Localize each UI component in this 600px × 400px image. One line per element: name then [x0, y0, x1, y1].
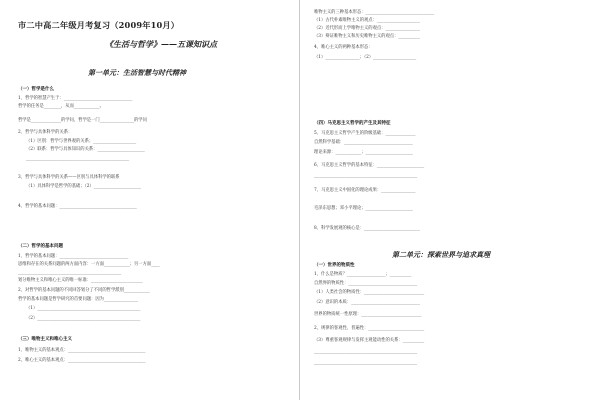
right-line: 世界的物质统一性原理：____________________________: [314, 312, 422, 317]
left-line: （1）具体科学是哲学的基础；（2）______________________: [26, 184, 142, 189]
document-title: 市二中高二年级月考复习（2009年10月）: [18, 20, 180, 30]
left-line: （2）联系：哲学与具体知识的关系：______________________: [26, 147, 145, 152]
left-line: （1）区别：哲学与世界观的关系；____________________: [26, 139, 137, 144]
right-line: （一）世界的物质性: [314, 263, 355, 268]
right-column: [300, 0, 600, 400]
right-line: 唯物主义的三种基本形态：________________________________: [314, 10, 435, 15]
left-line: 思维和存在的关系问题的两方面内容：一方面____________；另一方面____: [18, 262, 160, 267]
right-line: 自然科学基础：________________________________: [314, 140, 413, 145]
unit-one-title: 第一单元：生活智慧与时代精神: [88, 68, 186, 77]
left-line: （2）________________________________________________: [26, 316, 141, 321]
right-line: （2）近代形而上学唯物主义的观点：________________: [314, 26, 420, 31]
right-line: ________________________________________________: [314, 360, 418, 365]
left-line: 1、哲学的基本问题：________________________________: [18, 254, 129, 259]
left-line: （一）哲学是什么: [18, 87, 54, 92]
right-line: （3）辩证唯物主义和历史唯物主义的观点：__________: [314, 34, 420, 39]
left-line: （1）________________________________________________: [26, 306, 141, 311]
left-line: 哲学是______________的学问，哲学是一门________________的学问: [18, 118, 147, 123]
left-line: 2、对哲学的基本问题的不同回答划分了不同的哲学派别____________: [18, 288, 150, 293]
left-line: 哲学的基本问题是哲学研究的首要问题：因为________________: [18, 297, 139, 302]
right-line: （3）尊重客观规律与发挥主观能动性的关系：__________: [314, 338, 425, 343]
left-line: 哲学的任务是________，从而____________。: [18, 104, 104, 109]
right-line: ________________________________________________: [314, 173, 418, 178]
left-line: （二）哲学的基本问题: [18, 244, 63, 249]
left-line: ________________________________________________: [26, 156, 130, 161]
right-line: （1）人类社会的物质性：____________________________: [314, 290, 425, 295]
right-line: （1）古代朴素唯物主义的观点：____________________: [314, 18, 420, 23]
right-line: （1）________________；（2）____________________: [314, 55, 417, 60]
right-line: 2、规律的客观性、普遍性：__________________________: [314, 326, 425, 331]
left-line: 3、哲学与具体科学的关系——区别与具体科学的联系: [18, 175, 120, 180]
right-line: 自然界的物质性：________________________________: [314, 281, 418, 286]
unit-two-title: 第二单元：探索世界与追求真理: [392, 250, 490, 259]
right-line: 7、马克思主义中国化的理论成果：________________: [314, 188, 416, 193]
left-line: 2、唯心主义的基本观点：____________________________________: [18, 358, 146, 363]
right-line: 8、科学发展观的核心是：__________________________: [314, 226, 420, 231]
left-line: 2、哲学与具体科学的关系：: [18, 130, 73, 135]
document-subtitle: 《生活与哲学》——五课知识点: [105, 39, 217, 49]
left-line: （三）唯物主义和唯心主义: [18, 337, 72, 342]
right-line: 5、马克思主义哲学产生的阶级基础：______________: [314, 131, 416, 136]
right-line: （2）意识的本质：________________________________: [314, 300, 420, 305]
right-line: 毛泽东思想；邓小平理论；______________________: [314, 206, 413, 211]
right-line: 1、什么是物质？__________________；__________: [314, 272, 412, 277]
right-line: 理论来源：____________；______________________: [314, 150, 413, 155]
left-line: 划分唯物主义和唯心主义的唯一标准：________________________: [18, 278, 143, 283]
left-line: 1、唯物主义的基本观点：____________________________________: [18, 348, 146, 353]
right-line: （四）马克思主义哲学的产生及其特征: [314, 121, 391, 126]
left-line: ________________________________________________: [18, 270, 122, 275]
left-line: 1、哲学的智慧产生于：________________________________: [18, 96, 133, 101]
left-line: 4、哲学的基本问题：____________________________________: [18, 204, 137, 209]
right-line: 4、唯心主义的两种基本形态：: [314, 45, 373, 50]
right-line: 6、马克思主义哲学的基本特征：______________________: [314, 163, 425, 168]
right-line: ________________________________________________: [314, 349, 418, 354]
